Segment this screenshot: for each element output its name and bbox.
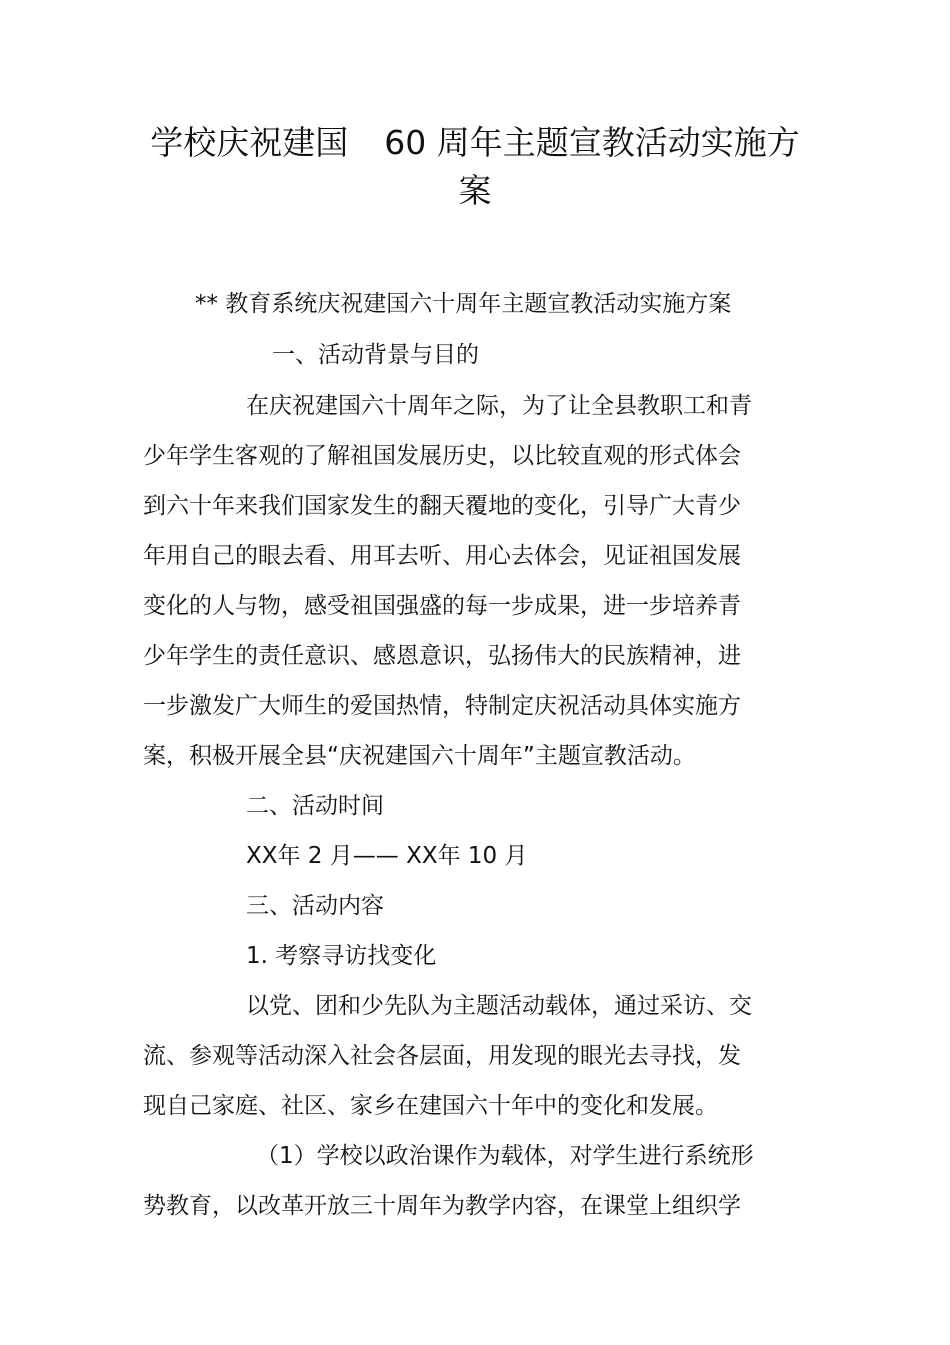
paragraph-3-line: （1）学校以政治课作为载体，对学生进行系统形 — [256, 1143, 754, 1169]
paragraph-1-line: 案，积极开展全县“庆祝建国六十周年”主题宣教活动。 — [143, 743, 696, 769]
paragraph-1-line: 少年学生客观的了解祖国发展历史，以比较直观的形式体会 — [143, 443, 741, 469]
item-heading-1: 1. 考察寻访找变化 — [246, 943, 437, 969]
paragraph-1-line: 一步激发广大师生的爱国热情，特制定庆祝活动具体实施方 — [143, 693, 741, 719]
paragraph-2-line: 以党、团和少先队为主题活动载体，通过采访、交 — [246, 993, 752, 1019]
document-title-part-1: 学校庆祝建国 — [150, 123, 349, 162]
section-heading-3: 三、活动内容 — [246, 893, 384, 919]
paragraph-1-line: 到六十年来我们国家发生的翻天覆地的变化，引导广大青少 — [143, 493, 741, 519]
document-title-line-1 — [100, 118, 850, 168]
paragraph-3-line: 势教育，以改革开放三十周年为教学内容，在课堂上组织学 — [143, 1193, 741, 1219]
section-heading-1: 一、活动背景与目的 — [272, 342, 479, 368]
paragraph-2-line: 流、参观等活动深入社会各层面，用发现的眼光去寻找，发 — [143, 1043, 741, 1069]
document-title-line-2: 案 — [458, 171, 492, 210]
document-title-part-2: 60 周年主题宣教活动实施方 — [384, 123, 800, 162]
paragraph-1-line: 变化的人与物，感受祖国强盛的每一步成果，进一步培养青 — [143, 593, 741, 619]
paragraph-1-line: 年用自己的眼去看、用耳去听、用心去体会，见证祖国发展 — [143, 543, 741, 569]
document-subtitle: ** 教育系统庆祝建国六十周年主题宣教活动实施方案 — [195, 291, 732, 317]
activity-time: XX年 2 月—— XX年 10 月 — [246, 843, 528, 869]
paragraph-2-line: 现自己家庭、社区、家乡在建国六十年中的变化和发展。 — [143, 1093, 718, 1119]
paragraph-1-line: 少年学生的责任意识、感恩意识，弘扬伟大的民族精神，进 — [143, 643, 741, 669]
section-heading-2: 二、活动时间 — [246, 793, 384, 819]
paragraph-1-line: 在庆祝建国六十周年之际，为了让全县教职工和青 — [246, 393, 752, 419]
